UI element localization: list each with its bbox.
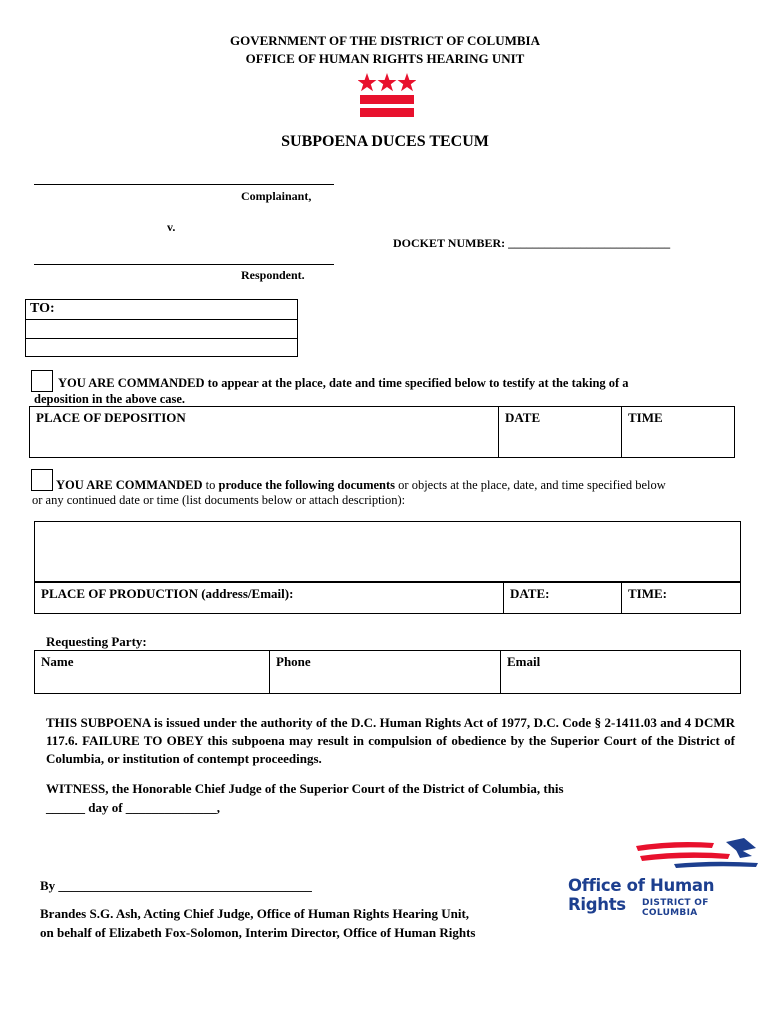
requesting-party-phone-header: Phone xyxy=(276,654,311,669)
flag-star-2 xyxy=(378,73,397,91)
requesting-party-phone-cell[interactable] xyxy=(270,651,501,694)
deposition-time-cell[interactable] xyxy=(622,407,735,458)
complainant-line[interactable] xyxy=(34,184,334,185)
production-command-mid: to xyxy=(202,478,219,492)
deposition-command-text: to appear at the place, date and time specified below to testify at the taking of a xyxy=(204,376,629,390)
signatory-line-1: Brandes S.G. Ash, Acting Chief Judge, Office of Human Rights Hearing Unit, xyxy=(40,906,470,921)
production-date-cell[interactable] xyxy=(504,583,622,614)
ohr-logo xyxy=(566,838,766,918)
document-title: SUBPOENA DUCES TECUM xyxy=(281,133,489,150)
witness-date-line[interactable]: ______ day of ______________, xyxy=(46,800,221,815)
deposition-command-line2: deposition in the above case. xyxy=(34,392,186,406)
requesting-party-email-header: Email xyxy=(507,654,541,669)
production-table xyxy=(34,582,741,614)
deposition-checkbox[interactable] xyxy=(31,370,53,392)
deposition-date-header: DATE xyxy=(505,410,541,425)
deposition-date-cell[interactable] xyxy=(499,407,622,458)
requesting-party-title: Requesting Party: xyxy=(46,634,147,649)
to-field-2[interactable] xyxy=(30,341,292,355)
to-field-1[interactable] xyxy=(30,322,292,336)
flag-bar-2 xyxy=(360,108,414,117)
header-line-1: GOVERNMENT OF THE DISTRICT OF COLUMBIA xyxy=(229,33,540,48)
place-of-production-cell[interactable] xyxy=(35,583,504,614)
authority-paragraph: THIS SUBPOENA is issued under the authority of the D.C. Human Rights Act of 1977, D.C. Code § 2-1411.03 and 4 DCMR 117.6. FAILURE TO OBEY this subpoena may result in compulsion of obedience by the Superior Court of the District of Columbia, or institution of contempt proceedings. xyxy=(46,715,735,766)
deposition-time-header: TIME xyxy=(628,410,663,425)
signature-by-line[interactable]: By _______________________________________ xyxy=(40,878,312,893)
documents-description-box[interactable] xyxy=(34,521,741,582)
to-label: TO: xyxy=(30,301,55,316)
flag-star-1 xyxy=(358,73,377,91)
to-divider-1 xyxy=(26,319,297,320)
flag-star-3 xyxy=(398,73,417,91)
ohr-logo-mark-icon xyxy=(634,838,762,870)
docket-number-label[interactable]: DOCKET NUMBER: ___________________________ xyxy=(393,236,671,250)
production-command-text: or objects at the place, date, and time specified below xyxy=(395,478,666,492)
production-command-line2: or any continued date or time (list documents below or attach description): xyxy=(32,493,406,507)
production-command xyxy=(56,478,746,493)
place-of-production-header: PLACE OF PRODUCTION (address/Email): xyxy=(41,586,294,601)
ohr-logo-subtitle: DISTRICT OF COLUMBIA xyxy=(642,898,709,918)
production-command-bold2: produce the following documents xyxy=(218,478,396,492)
dc-flag-icon xyxy=(358,73,416,118)
requesting-party-email-cell[interactable] xyxy=(501,651,741,694)
ohr-logo-name: Office of Human Rights xyxy=(568,876,715,914)
header-line-2: OFFICE OF HUMAN RIGHTS HEARING UNIT xyxy=(245,51,525,66)
respondent-label: Respondent. xyxy=(241,268,305,282)
production-checkbox[interactable] xyxy=(31,469,53,491)
requesting-party-name-cell[interactable] xyxy=(35,651,270,694)
witness-paragraph: WITNESS, the Honorable Chief Judge of the Superior Court of the District of Columbia, this xyxy=(46,781,564,796)
to-divider-2 xyxy=(26,338,297,339)
requesting-party-name-header: Name xyxy=(41,654,74,669)
place-of-deposition-header: PLACE OF DEPOSITION xyxy=(36,410,186,425)
deposition-command xyxy=(58,376,748,391)
production-date-header: DATE: xyxy=(510,586,550,601)
versus-label: v. xyxy=(167,220,176,234)
requesting-party-table xyxy=(34,650,741,694)
complainant-label: Complainant, xyxy=(241,189,312,203)
deposition-table xyxy=(29,406,735,458)
production-command-bold: YOU ARE COMMANDED xyxy=(56,478,203,492)
production-time-cell[interactable] xyxy=(622,583,741,614)
place-of-deposition-cell[interactable] xyxy=(30,407,499,458)
production-time-header: TIME: xyxy=(628,586,667,601)
flag-bar-1 xyxy=(360,95,414,104)
deposition-command-bold: YOU ARE COMMANDED xyxy=(58,376,205,390)
signatory-line-2: on behalf of Elizabeth Fox-Solomon, Interim Director, Office of Human Rights xyxy=(40,925,476,940)
respondent-line[interactable] xyxy=(34,264,334,265)
